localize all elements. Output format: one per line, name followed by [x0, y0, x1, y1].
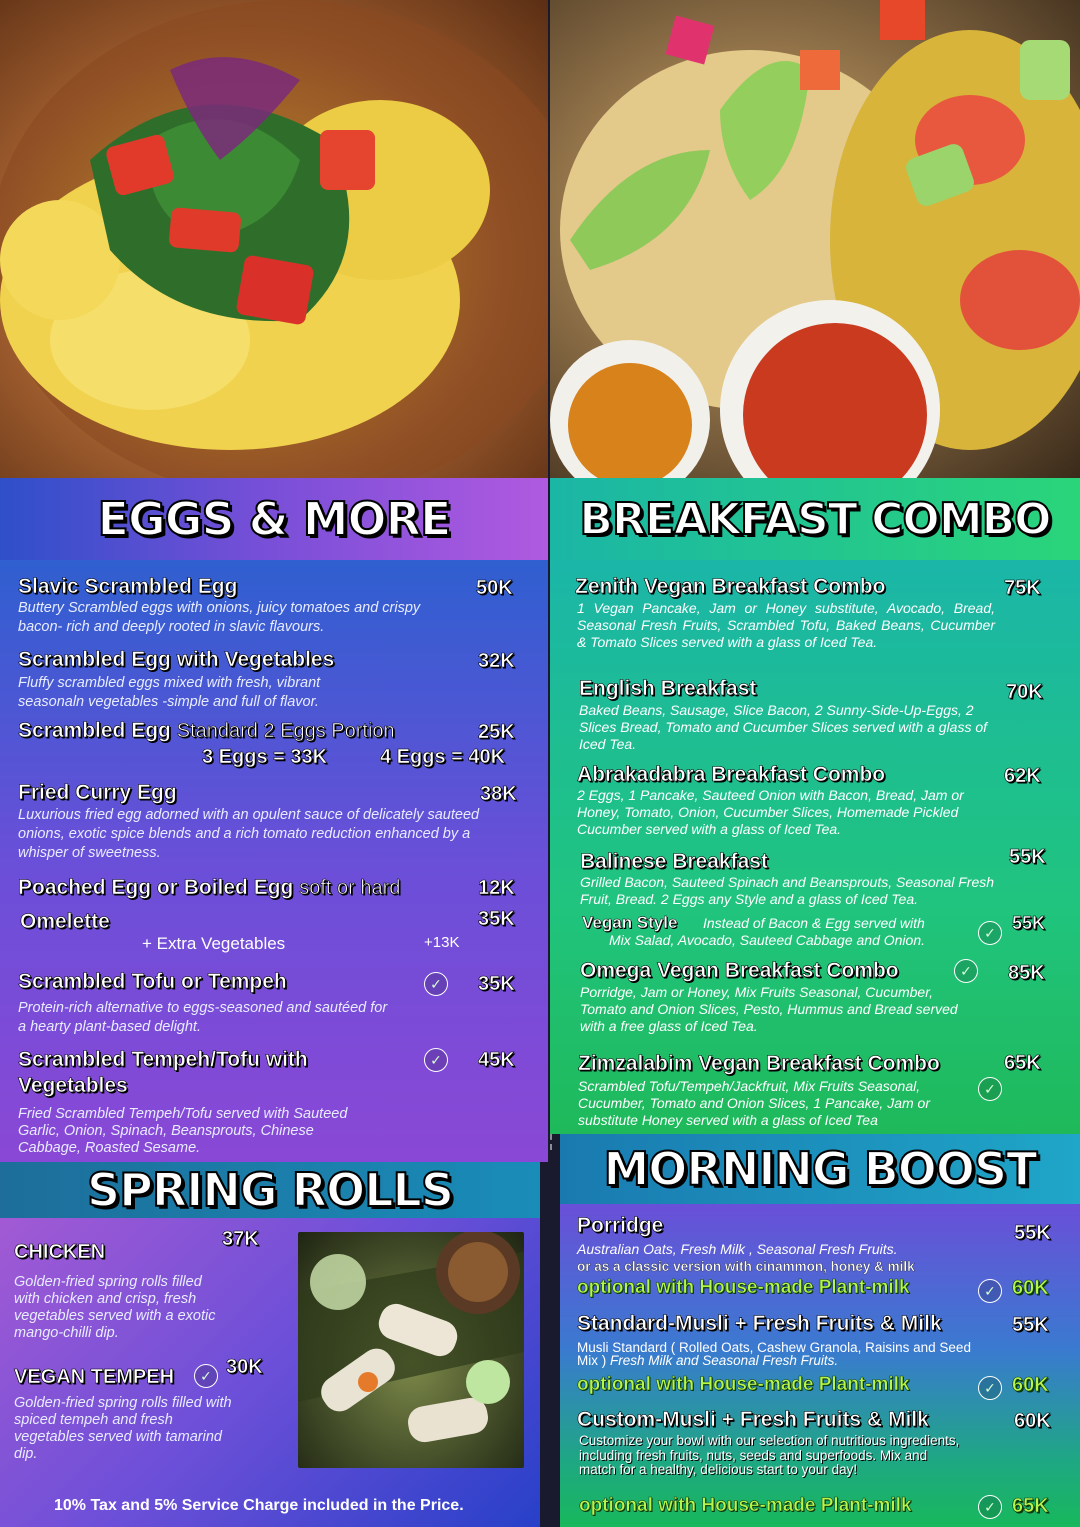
item-desc: Baked Beans, Sausage, Slice Bacon, 2 Sunny-Side-Up-Eggs, 2 Slices Bread, Tomato and Cucumber Slices served with a glass of Iced Tea. [579, 702, 988, 752]
item-price: 65K [1004, 1052, 1041, 1074]
item-price: 60K [1014, 1410, 1051, 1432]
optional-price: 60K [1012, 1374, 1049, 1396]
item-price: 35K [478, 908, 515, 930]
variant-desc-2: Mix Salad, Avocado, Sauteed Cabbage and Onion. [609, 932, 925, 948]
item-price: 75K [1004, 577, 1041, 599]
item-name: Poached Egg or Boiled Egg [18, 876, 294, 899]
vegan-leaf-icon: ✓ [978, 1279, 1002, 1303]
item-price: 55K [1009, 846, 1046, 868]
item-desc: Australian Oats, Fresh Milk , Seasonal Fresh Fruits. [577, 1241, 898, 1257]
item-name: Scrambled Tofu or Tempeh [18, 970, 287, 993]
item-extra-price: +13K [424, 934, 460, 951]
item-desc: Golden-fried spring rolls filled with spiced tempeh and fresh vegetables served with tamarind dip. [14, 1395, 232, 1462]
item-desc: Buttery Scrambled eggs with onions, juicy tomatoes and crispy bacon- rich and deeply rooted in slavic flavours. [18, 600, 421, 635]
option-4-eggs: 4 Eggs = 40K [380, 746, 506, 768]
option-3-eggs: 3 Eggs = 33K [202, 746, 328, 768]
optional-price: 60K [1012, 1277, 1049, 1299]
vegan-leaf-icon: ✓ [978, 921, 1002, 945]
tax-note: 10% Tax and 5% Service Charge included in the Price. [54, 1497, 464, 1514]
vegan-leaf-icon: ✓ [978, 1495, 1002, 1519]
item-name: CHICKEN [14, 1241, 106, 1263]
boost-section-title: MORNING BOOST [560, 1134, 1080, 1204]
item-desc: Luxurious fried egg adorned with an opulent sauce of delicately sauteed onions, exotic spice blends and a rich tomato reduction enhanced by a whisper of sweetness. [18, 807, 480, 861]
item-name: Scrambled Egg with Vegetables [18, 648, 335, 671]
vegan-leaf-icon: ✓ [954, 959, 978, 983]
item-name-extra: Standard 2 Eggs Portion [176, 720, 395, 742]
item-price: 32K [478, 650, 515, 672]
variant-price: 55K [1012, 913, 1046, 933]
item-name: Standard-Musli + Fresh Fruits & Milk [577, 1312, 942, 1335]
item-desc: Grilled Bacon, Sauteed Spinach and Beansprouts, Seasonal Fresh Fruit, Bread. 2 Eggs any Style and a glass of Iced Tea. [580, 874, 995, 907]
optional-price: 65K [1012, 1495, 1049, 1517]
item-name: English Breakfast [579, 677, 757, 700]
item-name: Balinese Breakfast [580, 850, 768, 873]
item-desc: Porridge, Jam or Honey, Mix Fruits Seasonal, Cucumber, Tomato and Onion Slices, Pesto, Hummus and Bread served with a free glass of Iced Tea. [580, 984, 958, 1034]
item-name: Custom-Musli + Fresh Fruits & Milk [577, 1408, 929, 1431]
optional-plant-milk: optional with House-made Plant-milk [579, 1495, 912, 1516]
item-extra: + Extra Vegetables [142, 934, 286, 953]
eggs-section-title: EGGS & MORE [0, 478, 548, 560]
item-price: 12K [478, 877, 515, 899]
item-name: Zimzalabim Vegan Breakfast Combo [578, 1052, 940, 1075]
item-name: Scrambled Tempeh/Tofu with [18, 1048, 308, 1071]
item-price: 55K [1012, 1314, 1049, 1336]
item-name: VEGAN TEMPEH [14, 1366, 175, 1388]
item-desc: 1 Vegan Pancake, Jam or Honey substitute, Avocado, Bread, Seasonal Fresh Fruits, Scrambled Tofu, Baked Beans, Cucumber & Tomato Slices served with a glass of Iced Tea. [577, 600, 995, 650]
item-desc: Customize your bowl with our selection of nutritious ingredients, including fresh fruits, nuts, seeds and superfoods. Mix and match for a healthy, delicious start to your day! [579, 1433, 960, 1477]
optional-plant-milk: optional with House-made Plant-milk [577, 1374, 910, 1395]
item-price: 37K [222, 1228, 259, 1250]
item-desc: Fluffy scrambled eggs mixed with fresh, vibrant seasonaln vegetables -simple and full of flavor. [18, 675, 321, 710]
item-desc: Scrambled Tofu/Tempeh/Jackfruit, Mix Fruits Seasonal, Cucumber, Tomato and Onion Slices, 1 Pancake, Jam or substitute Honey served with a glass of Iced Tea [578, 1078, 930, 1128]
item-desc: 2 Eggs, 1 Pancake, Sauteed Onion with Bacon, Bread, Jam or Honey, Tomato, Onion, Cucumber Slices, Homemade Pickled Cucumber served with a glass of Iced Tea. [577, 787, 964, 837]
item-name: Porridge [577, 1214, 664, 1237]
item-note: or as a classic version with cinammon, honey & milk [577, 1259, 915, 1274]
spring-section-title: SPRING ROLLS [0, 1162, 540, 1218]
item-price: 55K [1014, 1222, 1051, 1244]
item-price: 62K [1004, 765, 1041, 787]
vegan-leaf-icon: ✓ [424, 972, 448, 996]
item-price: 85K [1008, 962, 1045, 984]
scrambled-egg-photo [0, 0, 548, 478]
item-price: 50K [476, 577, 513, 599]
spring-rolls-photo [298, 1232, 524, 1468]
variant-desc: Instead of Bacon & Egg served with [703, 915, 925, 931]
item-name: Omega Vegan Breakfast Combo [580, 959, 899, 982]
item-price: 35K [478, 973, 515, 995]
item-name: Fried Curry Egg [18, 781, 177, 804]
item-name: Omelette [20, 910, 110, 933]
item-price: 25K [478, 721, 515, 743]
item-price: 30K [226, 1356, 263, 1378]
item-name: Slavic Scrambled Egg [18, 575, 238, 598]
item-desc-italic: Fresh Milk and Seasonal Fresh Fruits. [610, 1353, 839, 1368]
item-name: Zenith Vegan Breakfast Combo [575, 575, 886, 598]
item-name-extra: soft or hard [299, 877, 401, 899]
item-desc: Golden-fried spring rolls filled with chicken and crisp, fresh vegetables served with a exotic mango-chilli dip. [14, 1274, 216, 1341]
combo-section-title: BREAKFAST COMBO [550, 478, 1080, 560]
vegan-leaf-icon: ✓ [424, 1048, 448, 1072]
item-desc: Musli Standard ( Rolled Oats, Cashew Granola, Raisins and Seed Mix ) [577, 1340, 971, 1368]
vegan-leaf-icon: ✓ [978, 1077, 1002, 1101]
breakfast-combo-photo [550, 0, 1080, 478]
optional-plant-milk: optional with House-made Plant-milk [577, 1277, 910, 1298]
item-price: 70K [1006, 681, 1043, 703]
item-name: Abrakadabra Breakfast Combo [577, 763, 886, 786]
vegan-leaf-icon: ✓ [194, 1364, 218, 1388]
item-desc: Fried Scrambled Tempeh/Tofu served with Sauteed Garlic, Onion, Spinach, Beansprouts, Chinese Cabbage, Roasted Sesame. [18, 1106, 348, 1156]
item-price: 45K [478, 1049, 515, 1071]
item-name: Scrambled Egg [18, 719, 171, 742]
item-price: 38K [480, 783, 517, 805]
vegan-leaf-icon: ✓ [978, 1376, 1002, 1400]
variant-name: Vegan Style [582, 913, 678, 932]
item-name-line2: Vegetables [18, 1074, 128, 1097]
item-desc: Protein-rich alternative to eggs-seasoned and sautéed for a hearty plant-based delight. [18, 1000, 388, 1035]
